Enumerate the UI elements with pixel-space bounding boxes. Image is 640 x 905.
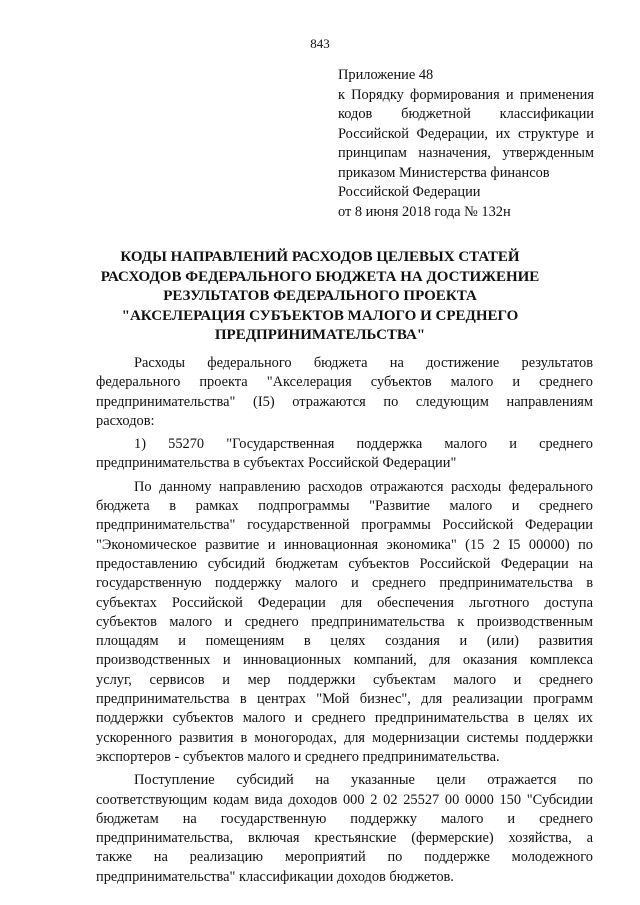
paragraph-line: бюджета в рамках подпрограммы "Развитие малого и среднего <box>96 498 593 515</box>
paragraph-line: услуг, сервисов и мер поддержки субъектам малого и среднего <box>96 671 593 688</box>
paragraph-line: Расходы федерального бюджета на достижение результатов <box>134 355 593 371</box>
paragraph-line: По данному направлению расходов отражаются расходы федерального <box>134 478 593 495</box>
paragraph-line: предпринимательства, включая крестьянские (фермерские) хозяйства, а <box>96 830 593 847</box>
paragraph-line: субъектов малого и среднего предпринимательства к производственным <box>96 613 593 630</box>
paragraph-line: поддержки субъектов малого и среднего предпринимательства в целях их <box>96 710 593 727</box>
paragraph-line: экспортеров - субъектов малого и среднего предпринимательства. <box>96 748 500 765</box>
appendix-line: Приложение 48 <box>338 67 434 83</box>
paragraph-line: Поступление субсидий на указанные цели отражается по <box>134 772 593 789</box>
appendix-line: кодов бюджетной классификации <box>338 106 594 122</box>
appendix-line: приказом Министерства финансов <box>338 164 550 181</box>
paragraph-line: "Экономическое развитие и инновационная экономика" (15 2 I5 00000) по <box>96 536 593 553</box>
paragraph-line: государственную поддержку малого и среднего предпринимательства в <box>96 575 593 592</box>
appendix-line: к Порядку формирования и применения <box>338 86 594 103</box>
appendix-line: принципам назначения, утвержденным <box>338 145 594 161</box>
paragraph-line: предпринимательства в центрах "Мой бизнес", для реализации программ <box>96 691 593 708</box>
title-line: РЕЗУЛЬТАТОВ ФЕДЕРАЛЬНОГО ПРОЕКТА <box>163 288 477 304</box>
paragraph-line: соответствующим кодам вида доходов 000 2 02 25527 00 0000 150 "Субсидии <box>96 791 593 808</box>
paragraph-description <box>96 478 593 767</box>
paragraph-line: также на реализацию мероприятий по поддержке молодежного <box>96 849 593 866</box>
paragraph-line: федерального проекта "Акселерация субъектов малого и среднего <box>96 374 593 391</box>
appendix-line: Российской Федерации <box>338 184 481 200</box>
paragraph-line: субъектах Российской Федерации для обеспечения льготного доступа <box>96 594 593 611</box>
title-line: РАСХОДОВ ФЕДЕРАЛЬНОГО БЮДЖЕТА НА ДОСТИЖЕНИЕ <box>100 268 540 285</box>
paragraph-item-55270 <box>96 435 593 474</box>
paragraph-intro <box>96 354 593 431</box>
paragraph-line: бюджетам на государственную поддержку малого и среднего <box>96 810 593 827</box>
page-number: 843 <box>310 36 330 51</box>
appendix-line: от 8 июня 2018 года № 132н <box>338 203 511 220</box>
paragraph-line: предоставлению субсидий бюджетам субъектов Российской Федерации на <box>96 555 593 572</box>
appendix-block <box>338 66 594 222</box>
appendix-line: Российской Федерации, их структуре и <box>338 125 594 142</box>
title-line: "АКСЕЛЕРАЦИЯ СУБЪЕКТОВ МАЛОГО И СРЕДНЕГО <box>121 307 519 324</box>
paragraph-line: предпринимательства" (I5) отражаются по следующим направлениям <box>96 393 593 410</box>
paragraph-line: 1) 55270 "Государственная поддержка малого и среднего <box>134 436 593 453</box>
document-body <box>96 354 593 891</box>
paragraph-line: предпринимательства" государственной программы Российской Федерации <box>96 517 593 534</box>
paragraph-line: производственных и инновационных компаний, для оказания комплекса <box>96 652 593 669</box>
paragraph-line: ускоренного развития в моногородах, для модернизации системы поддержки <box>96 729 593 746</box>
paragraph-revenue <box>96 771 593 887</box>
paragraph-line: предпринимательства в субъектах Российской Федерации" <box>96 455 457 472</box>
title-line: ПРЕДПРИНИМАТЕЛЬСТВА" <box>214 327 426 343</box>
paragraph-line: предпринимательства" классификации доходов бюджетов. <box>96 868 454 885</box>
document-title <box>90 248 550 346</box>
title-line: КОДЫ НАПРАВЛЕНИЙ РАСХОДОВ ЦЕЛЕВЫХ СТАТЕЙ <box>120 249 520 265</box>
paragraph-line: площадям и помещениям в целях создания и (или) развития <box>96 633 593 650</box>
paragraph-line: расходов: <box>96 412 155 429</box>
